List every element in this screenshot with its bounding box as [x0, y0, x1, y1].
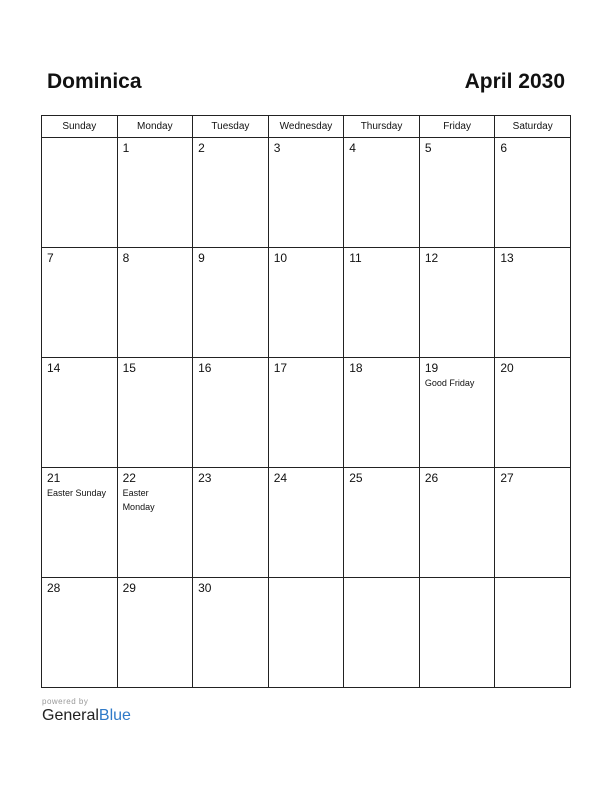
day-cell [495, 358, 571, 468]
country-title: Dominica [47, 70, 142, 93]
day-cell [268, 248, 344, 358]
day-number: 22 [122, 471, 136, 485]
weekday-saturday: Saturday [495, 116, 571, 138]
day-number: 15 [122, 361, 136, 375]
day-cell [495, 138, 571, 248]
day-number: 30 [198, 581, 212, 595]
week-row [42, 138, 571, 248]
day-number: 19 [424, 361, 439, 375]
day-cell [193, 248, 269, 358]
day-cell [419, 468, 495, 578]
day-cell [193, 578, 269, 688]
day-cell [495, 248, 571, 358]
calendar-header [41, 70, 571, 100]
day-cell [42, 468, 118, 578]
logo-general-text: General [42, 707, 99, 724]
day-cell [495, 578, 571, 688]
day-number: 9 [198, 251, 205, 265]
day-number: 4 [349, 141, 356, 155]
weekday-header-row [42, 116, 571, 138]
holiday-label: Easter Monday [122, 488, 155, 512]
week-row [42, 358, 571, 468]
day-cell [117, 578, 193, 688]
day-number: 25 [349, 471, 363, 485]
weekday-thursday: Thursday [344, 116, 420, 138]
day-cell [419, 578, 495, 688]
day-number: 29 [122, 581, 136, 595]
day-number: 28 [47, 581, 61, 595]
powered-by-label: powered by [42, 697, 89, 706]
calendar-grid [41, 115, 571, 688]
day-cell [344, 248, 420, 358]
day-number: 27 [500, 471, 514, 485]
weekday-tuesday: Tuesday [193, 116, 269, 138]
day-cell [42, 248, 118, 358]
generalblue-logo [42, 707, 131, 725]
day-cell [193, 358, 269, 468]
week-row [42, 578, 571, 688]
day-number: 24 [273, 471, 288, 485]
day-cell [268, 138, 344, 248]
day-number: 20 [500, 361, 514, 375]
day-cell [495, 468, 571, 578]
day-cell [117, 468, 193, 578]
day-cell [117, 248, 193, 358]
day-cell [268, 578, 344, 688]
day-number: 3 [273, 141, 281, 155]
day-cell [419, 358, 495, 468]
day-cell [344, 468, 420, 578]
day-number: 17 [273, 361, 288, 375]
day-cell [344, 358, 420, 468]
day-cell [193, 468, 269, 578]
weekday-wednesday: Wednesday [268, 116, 344, 138]
day-cell [268, 358, 344, 468]
weekday-monday: Monday [117, 116, 193, 138]
day-cell [344, 138, 420, 248]
logo-blue-text: Blue [98, 707, 131, 724]
month-title: April 2030 [464, 70, 565, 93]
weekday-sunday: Sunday [42, 116, 118, 138]
day-number: 2 [198, 141, 205, 155]
day-cell [42, 578, 118, 688]
day-number: 18 [349, 361, 363, 375]
day-number: 6 [500, 141, 508, 155]
week-row [42, 248, 571, 358]
day-cell [193, 138, 269, 248]
weekday-friday: Friday [419, 116, 495, 138]
day-number: 13 [500, 251, 514, 265]
day-cell [268, 468, 344, 578]
day-cell [117, 358, 193, 468]
day-number: 1 [122, 141, 130, 155]
day-number: 8 [122, 251, 130, 265]
holiday-label: Good Friday [424, 378, 475, 388]
day-number: 23 [198, 471, 212, 485]
day-cell [344, 578, 420, 688]
day-number: 14 [47, 361, 61, 375]
brand-footer [42, 697, 131, 725]
day-number: 21 [47, 471, 61, 485]
day-number: 16 [198, 361, 212, 375]
day-cell [42, 138, 118, 248]
day-cell [117, 138, 193, 248]
week-row [42, 468, 571, 578]
day-number: 12 [424, 251, 439, 265]
day-number: 10 [273, 251, 288, 265]
day-number: 5 [424, 141, 432, 155]
day-cell [419, 248, 495, 358]
day-cell [42, 358, 118, 468]
day-number: 11 [349, 251, 362, 265]
day-number: 7 [47, 251, 54, 265]
day-number: 26 [424, 471, 439, 485]
holiday-label: Easter Sunday [47, 488, 107, 498]
day-cell [419, 138, 495, 248]
